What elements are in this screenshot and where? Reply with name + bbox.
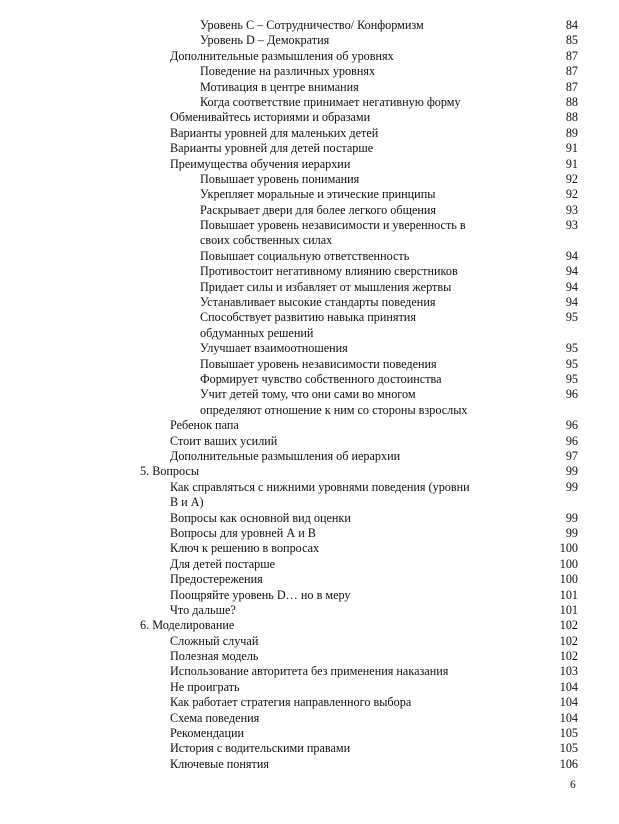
toc-entry [0, 649, 619, 664]
toc-entry [0, 541, 619, 556]
toc-entry [0, 218, 619, 249]
toc-entry-title: Вопросы для уровней А и В [170, 525, 316, 540]
toc-entry [0, 280, 619, 295]
toc-entry-page: 99 [565, 525, 578, 540]
toc-entry-title: Как работает стратегия направленного выбора [170, 695, 412, 710]
toc-entry-title: Обменивайтесь историями и образами [170, 110, 371, 125]
toc-entry-title: Сложный случай [170, 633, 259, 648]
toc-entry-title: Когда соответствие принимает негативную форму [200, 94, 461, 109]
toc-entry [0, 588, 619, 603]
toc-entry-title: Улучшает взаимоотношения [200, 341, 348, 356]
toc-entry [0, 449, 619, 464]
toc-entry-title: 6. Моделирование [140, 618, 235, 633]
toc-entry-page: 93 [565, 202, 578, 217]
toc-entry-page: 105 [559, 726, 578, 741]
toc-entry [0, 664, 619, 679]
toc-entry [0, 464, 619, 479]
toc-entry-page: 94 [565, 264, 578, 279]
toc-entry-page: 88 [565, 110, 578, 125]
toc-entry [0, 310, 619, 341]
toc-entry-page: 88 [565, 94, 578, 109]
toc-entry-page: 87 [565, 48, 578, 63]
toc-entry-page: 104 [559, 710, 578, 725]
toc-entry-page: 104 [559, 679, 578, 694]
toc-entry [0, 264, 619, 279]
toc-entry-page: 87 [565, 64, 578, 79]
toc-entry [0, 141, 619, 156]
toc-entry [0, 110, 619, 125]
toc-entry-title: Способствует развитию навыка принятия обдуманных решений [200, 310, 416, 340]
toc-entry-page: 96 [565, 387, 578, 402]
toc-entry-page: 94 [565, 248, 578, 263]
toc-entry-page: 94 [565, 279, 578, 294]
toc-entry-title: Дополнительные размышления об иерархии [170, 448, 401, 463]
toc-entry [0, 711, 619, 726]
toc-entry-page: 102 [559, 649, 578, 664]
toc-entry-title: Ребенок папа [170, 418, 239, 433]
toc-entry [0, 618, 619, 633]
toc-entry [0, 187, 619, 202]
toc-entry-title: Варианты уровней для детей постарше [170, 141, 374, 156]
toc-entry-page: 92 [565, 187, 578, 202]
toc-entry-title: Придает силы и избавляет от мышления жертвы [200, 279, 452, 294]
toc-entry-page: 89 [565, 125, 578, 140]
page-number: 6 [570, 779, 576, 791]
toc-entry-page: 85 [565, 33, 578, 48]
toc-entry [0, 526, 619, 541]
toc-entry [0, 372, 619, 387]
toc-entry-title: История с водительскими правами [170, 741, 351, 756]
toc-entry-title: Как справляться с нижними уровнями поведения (уровни В и А) [170, 479, 470, 510]
toc-entry [0, 157, 619, 172]
toc-entry [0, 511, 619, 526]
toc-entry [0, 480, 619, 511]
toc-entry-title: Ключевые понятия [170, 756, 269, 771]
toc-entry-page: 96 [565, 433, 578, 448]
toc-entry-page: 95 [565, 341, 578, 356]
toc-entry-title: Для детей постарше [170, 556, 276, 571]
toc-entry [0, 603, 619, 618]
toc-entry [0, 49, 619, 64]
toc-entry-title: Схема поведения [170, 710, 260, 725]
toc-entry-page: 95 [565, 356, 578, 371]
toc-entry [0, 95, 619, 110]
toc-entry-page: 96 [565, 418, 578, 433]
toc-entry-title: Стоит ваших усилий [170, 433, 278, 448]
toc-entry-page: 95 [565, 372, 578, 387]
toc-entry-page: 87 [565, 79, 578, 94]
toc-entry-page: 93 [565, 218, 578, 233]
toc-entry-page: 101 [559, 587, 578, 602]
toc-entry-page: 100 [559, 541, 578, 556]
toc-entry [0, 341, 619, 356]
toc-entry-title: Уровень D – Демократия [200, 33, 330, 48]
toc-entry [0, 387, 619, 418]
toc-entry-title: Повышает социальную ответственность [200, 248, 410, 263]
toc-entry-title: Формирует чувство собственного достоинства [200, 372, 442, 387]
toc-entry [0, 572, 619, 587]
toc-entry [0, 695, 619, 710]
toc-entry-title: Предостережения [170, 572, 263, 587]
toc-entry-title: Поощряйте уровень D… но в меру [170, 587, 351, 602]
toc-entry-page: 100 [559, 572, 578, 587]
toc-entry-page: 104 [559, 695, 578, 710]
toc-entry [0, 634, 619, 649]
toc-entry-title: Укрепляет моральные и этические принципы [200, 187, 436, 202]
toc-entry [0, 726, 619, 741]
toc-entry-page: 99 [565, 464, 578, 479]
toc-entry-title: Вопросы как основной вид оценки [170, 510, 351, 525]
toc-entry-title: Ключ к решению в вопросах [170, 541, 320, 556]
toc-entry-page: 95 [565, 310, 578, 325]
toc-entry-title: Использование авторитета без применения наказания [170, 664, 449, 679]
toc-entry-title: Полезная модель [170, 649, 259, 664]
toc-entry [0, 80, 619, 95]
toc-entry-title: Учит детей тому, что они сами во многом определяют отношение к ним со стороны взрослых [200, 387, 468, 417]
toc-entry-title: Преимущества обучения иерархии [170, 156, 351, 171]
toc-entry-title: Что дальше? [170, 602, 236, 617]
toc-entry [0, 418, 619, 433]
toc-entry-title: Рекомендации [170, 726, 245, 741]
toc-entry [0, 33, 619, 48]
toc-entry [0, 64, 619, 79]
toc-entry-title: Дополнительные размышления об уровнях [170, 48, 394, 63]
toc-entry-page: 91 [565, 141, 578, 156]
toc-entry-title: Поведение на различных уровнях [200, 64, 376, 79]
toc-entry-page: 103 [559, 664, 578, 679]
toc-entry-page: 91 [565, 156, 578, 171]
toc-entry [0, 126, 619, 141]
toc-entry [0, 18, 619, 33]
toc-entry-title: Мотивация в центре внимания [200, 79, 359, 94]
toc-entry-page: 99 [565, 479, 578, 494]
toc-entry-title: Уровень С – Сотрудничество/ Конформизм [200, 18, 424, 32]
toc-entry-page: 97 [565, 448, 578, 463]
toc-entry-title: Повышает уровень независимости поведения [200, 356, 437, 371]
toc-entry [0, 172, 619, 187]
toc-entry [0, 203, 619, 218]
toc-entry-page: 92 [565, 171, 578, 186]
toc-entry-title: Варианты уровней для маленьких детей [170, 125, 379, 140]
toc-entry [0, 249, 619, 264]
toc-entry-page: 94 [565, 295, 578, 310]
toc-entry-page: 102 [559, 618, 578, 633]
toc-entry-title: Не проиграть [170, 679, 240, 694]
toc-entry [0, 557, 619, 572]
table-of-contents [0, 18, 619, 772]
toc-entry [0, 741, 619, 756]
toc-entry [0, 434, 619, 449]
toc-entry [0, 680, 619, 695]
toc-entry-page: 101 [559, 602, 578, 617]
toc-entry-title: Противостоит негативному влиянию сверстников [200, 264, 458, 279]
toc-entry [0, 295, 619, 310]
toc-entry [0, 757, 619, 772]
toc-entry [0, 357, 619, 372]
toc-entry-title: Раскрывает двери для более легкого общения [200, 202, 437, 217]
toc-entry-title: 5. Вопросы [140, 464, 200, 479]
toc-entry-page: 106 [559, 756, 578, 771]
toc-entry-page: 99 [565, 510, 578, 525]
toc-entry-title: Устанавливает высокие стандарты поведения [200, 295, 436, 310]
toc-entry-page: 84 [565, 18, 578, 32]
toc-entry-page: 102 [559, 633, 578, 648]
toc-entry-page: 100 [559, 556, 578, 571]
toc-entry-title: Повышает уровень понимания [200, 171, 360, 186]
toc-entry-title: Повышает уровень независимости и уверенность в своих собственных силах [200, 218, 466, 248]
toc-entry-page: 105 [559, 741, 578, 756]
